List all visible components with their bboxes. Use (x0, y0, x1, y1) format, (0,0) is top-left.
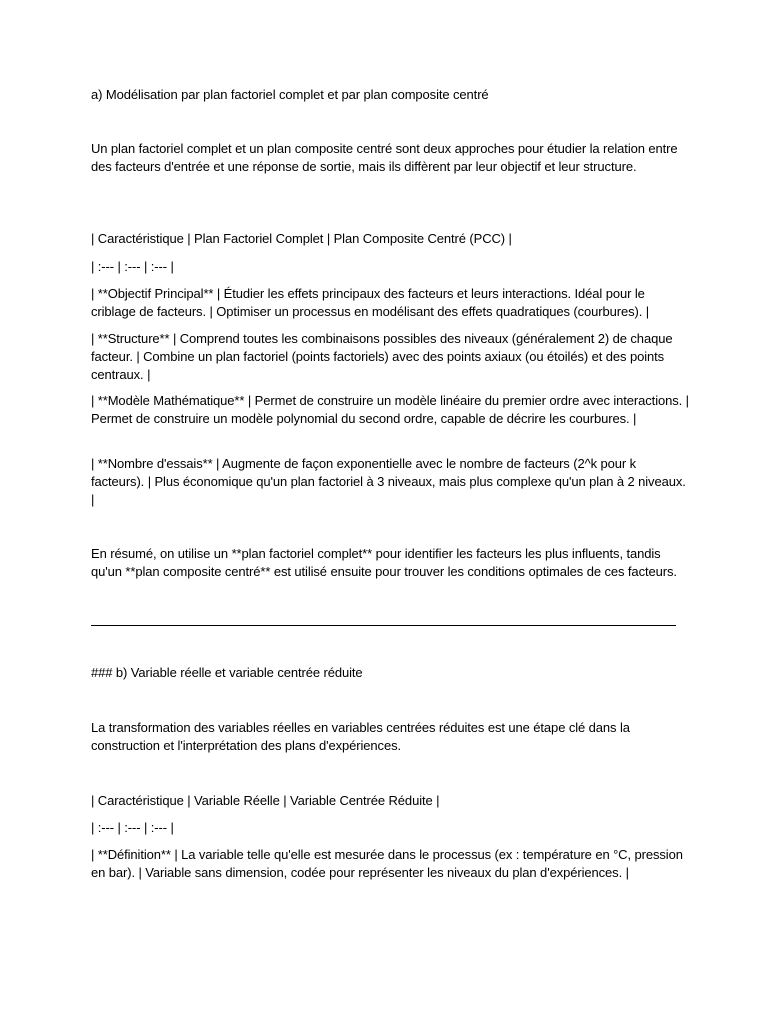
section-a-summary: En résumé, on utilise un **plan factoriel complet** pour identifier les facteurs les plus influents, tandis qu'un **plan composite centré** est utilisé ensuite pour trouver les conditions optimales de ces facteurs. (91, 546, 677, 579)
section-a-intro: Un plan factoriel complet et un plan composite centré sont deux approches pour étudier la relation entre des facteurs d'entrée et une réponse de sortie, mais ils diffèrent par leur objectif et leur structure. (91, 141, 678, 174)
section-a-table-row-essais: | **Nombre d'essais** | Augmente de façon exponentielle avec le nombre de facteurs (2^k pour k facteurs). | Plus économique qu'un plan factoriel à 3 niveaux, mais plus complexe qu'un plan à 2 niveaux. | (91, 456, 686, 507)
section-a-table-row-objectif: | **Objectif Principal** | Étudier les effets principaux des facteurs et leurs interactions. Idéal pour le criblage de facteurs. | Optimiser un processus en modélisant des effets quadratiques (courbures). | (91, 286, 650, 319)
section-b-table-separator: | :--- | :--- | :--- | (91, 820, 174, 835)
section-a-heading: a) Modélisation par plan factoriel complet et par plan composite centré (91, 87, 489, 102)
section-b-heading: ### b) Variable réelle et variable centrée réduite (91, 665, 363, 680)
section-a-table-row-modele: | **Modèle Mathématique** | Permet de construire un modèle linéaire du premier ordre avec interactions. | Permet de construire un modèle polynomial du second ordre, capable de décrire les courbures. | (91, 393, 689, 426)
section-a-table-separator: | :--- | :--- | :--- | (91, 259, 174, 274)
section-b-table-row-definition: | **Définition** | La variable telle qu'elle est mesurée dans le processus (ex : température en °C, pression en bar). | Variable sans dimension, codée pour représenter les niveaux du plan d'expériences. | (91, 847, 683, 880)
horizontal-rule (91, 625, 676, 626)
section-b-intro: La transformation des variables réelles en variables centrées réduites est une étape clé dans la construction et l'interprétation des plans d'expériences. (91, 720, 630, 753)
section-b-table-header: | Caractéristique | Variable Réelle | Variable Centrée Réduite | (91, 793, 440, 808)
section-a-table-row-structure: | **Structure** | Comprend toutes les combinaisons possibles des niveaux (généralement 2) de chaque facteur. | Combine un plan factoriel (points factoriels) avec des points axiaux (ou étoilés) et des points centraux. | (91, 331, 673, 382)
section-a-table-header: | Caractéristique | Plan Factoriel Complet | Plan Composite Centré (PCC) | (91, 231, 512, 246)
